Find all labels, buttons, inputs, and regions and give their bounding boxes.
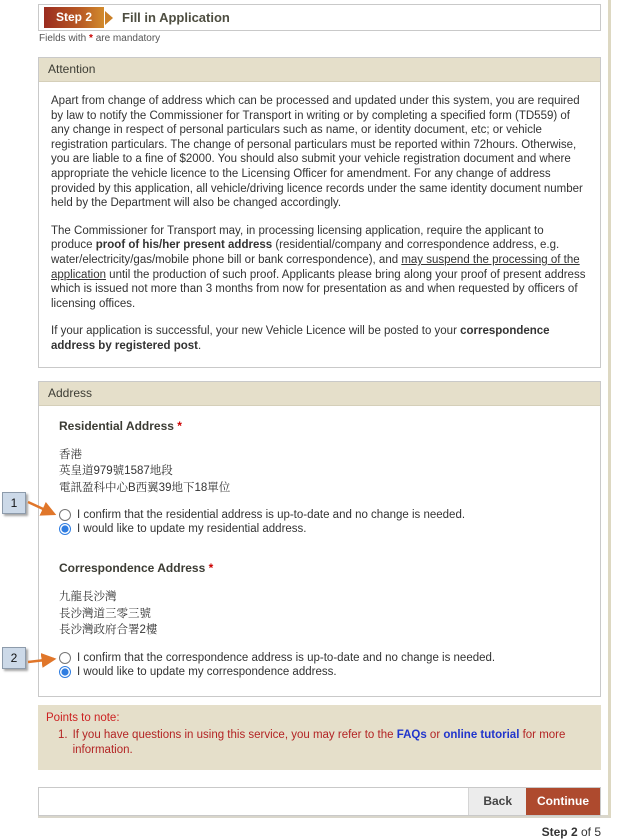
residential-confirm-label[interactable]: I confirm that the residential address is up-to-date and no change is needed. xyxy=(77,509,466,521)
points-item-text xyxy=(73,728,591,758)
address-panel-header: Address xyxy=(39,382,600,406)
correspondence-address-value xyxy=(59,589,588,639)
correspondence-address-label xyxy=(59,561,588,575)
back-button[interactable]: Back xyxy=(468,788,526,815)
points-item-text3: for more information. xyxy=(72,728,566,756)
attention-paragraph-2 xyxy=(51,224,588,312)
annotation-arrow-2-icon xyxy=(26,650,64,670)
annotation-badge-1: 1 xyxy=(2,492,26,514)
attention-paragraph-1: Apart from change of address which can be processed and updated under this system, you are required by law to notify the Commissioner for Transport in writing or by completing a specified form (TD559) of any change in respect of personal particulars such as name, or identity document, etc; or vehicle registration particulars. The change of personal particulars must be reported within 72hours. Otherwise, you are liable to a fine of $2000. You should also submit your vehicle registration document and where appropriate the vehicle licence to the Licensing Officer for amendment. For any change of address provided by this application, all vehicle/driving licence records under the same identity document number held by the Department will also be changed accordingly. xyxy=(51,95,583,210)
points-item-number: 1. xyxy=(58,728,68,741)
residential-radio-group xyxy=(59,509,588,535)
attention-p2-text2: (residential/company and correspondence address, e.g. water/electricity/gas/mobile phone bill or bank correspondence), and xyxy=(51,239,560,266)
residential-address-line: 香港 xyxy=(59,448,82,461)
attention-p3-text2: . xyxy=(198,339,202,352)
mandatory-asterisk: * xyxy=(89,33,93,44)
points-to-note-title: Points to note: xyxy=(46,711,120,724)
correspondence-confirm-label[interactable]: I confirm that the correspondence address is up-to-date and no change is needed. xyxy=(77,651,496,664)
step-counter-total: of 5 xyxy=(577,824,601,839)
attention-p2-bold: proof of his/her present address xyxy=(95,239,273,252)
residential-address-line: 電訊盈科中心B西翼39地下18單位 xyxy=(59,481,231,494)
mandatory-note-suffix: are mandatory xyxy=(92,33,161,44)
correspondence-update-label[interactable]: I would like to update my correspondence address. xyxy=(77,665,337,678)
points-to-note-item xyxy=(46,728,591,758)
faqs-link[interactable]: FAQs xyxy=(396,728,427,741)
residential-address-label-text: Residential Address xyxy=(59,418,174,433)
step-counter-current: Step 2 xyxy=(541,824,578,839)
attention-paragraph-3 xyxy=(51,324,588,353)
correspondence-confirm-option xyxy=(59,652,588,664)
annotation-badge-2: 2 xyxy=(2,647,26,669)
attention-panel-header: Attention xyxy=(39,58,600,82)
attention-p2-text: The Commissioner for Transport may, in processing licensing application, require the applicant to produce xyxy=(51,224,544,252)
points-item-text1: If you have questions in using this service, you may refer to the xyxy=(72,728,397,741)
step-header xyxy=(38,4,601,31)
attention-panel-body xyxy=(39,82,600,367)
content-frame xyxy=(38,0,611,839)
correspondence-address-line: 九龍長沙灣 xyxy=(59,591,117,603)
residential-address-label xyxy=(59,419,588,433)
mandatory-note-prefix: Fields with xyxy=(39,33,90,44)
correspondence-update-option xyxy=(59,666,588,678)
address-panel-body xyxy=(39,406,600,696)
attention-panel xyxy=(38,57,601,368)
continue-button[interactable]: Continue xyxy=(526,788,600,815)
attention-p3-text: If your application is successful, your new Vehicle Licence will be posted to your xyxy=(51,325,461,338)
residential-confirm-option xyxy=(59,509,588,521)
correspondence-address-line: 長沙灣政府合署2樓 xyxy=(59,624,158,636)
correspondence-required-asterisk: * xyxy=(208,561,214,575)
correspondence-address-label-text: Correspondence Address xyxy=(59,561,206,575)
mandatory-note xyxy=(38,31,601,44)
residential-required-asterisk: * xyxy=(177,418,182,433)
attention-p2-underline: may suspend the processing of the application xyxy=(51,253,580,281)
step-badge: Step 2 xyxy=(44,7,104,28)
online-tutorial-link[interactable]: online tutorial xyxy=(443,728,520,741)
step-arrow-icon xyxy=(105,11,113,25)
address-panel xyxy=(38,381,601,697)
step-counter xyxy=(38,825,601,839)
points-item-text2: or xyxy=(426,728,444,741)
button-bar xyxy=(38,787,601,816)
residential-update-label[interactable]: I would like to update my residential address. xyxy=(77,523,307,535)
residential-address-line: 英皇道979號1587地段 xyxy=(59,465,173,477)
page-title: Fill in Application xyxy=(122,10,230,25)
attention-p3-bold: correspondence address by registered post xyxy=(51,325,550,352)
attention-p2-text3: until the production of such proof. Applicants please bring along your proof of present address which is issued not more than 3 months from now for presentation as and when requested by officers of licensing offices. xyxy=(51,268,586,310)
residential-update-radio[interactable] xyxy=(59,523,71,535)
correspondence-radio-group xyxy=(59,652,588,678)
correspondence-address-line: 長沙灣道三零三號 xyxy=(59,607,151,620)
residential-address-value xyxy=(59,447,588,497)
annotation-arrow-1-icon xyxy=(26,497,64,521)
points-to-note-box xyxy=(38,705,601,770)
residential-update-option xyxy=(59,523,588,535)
